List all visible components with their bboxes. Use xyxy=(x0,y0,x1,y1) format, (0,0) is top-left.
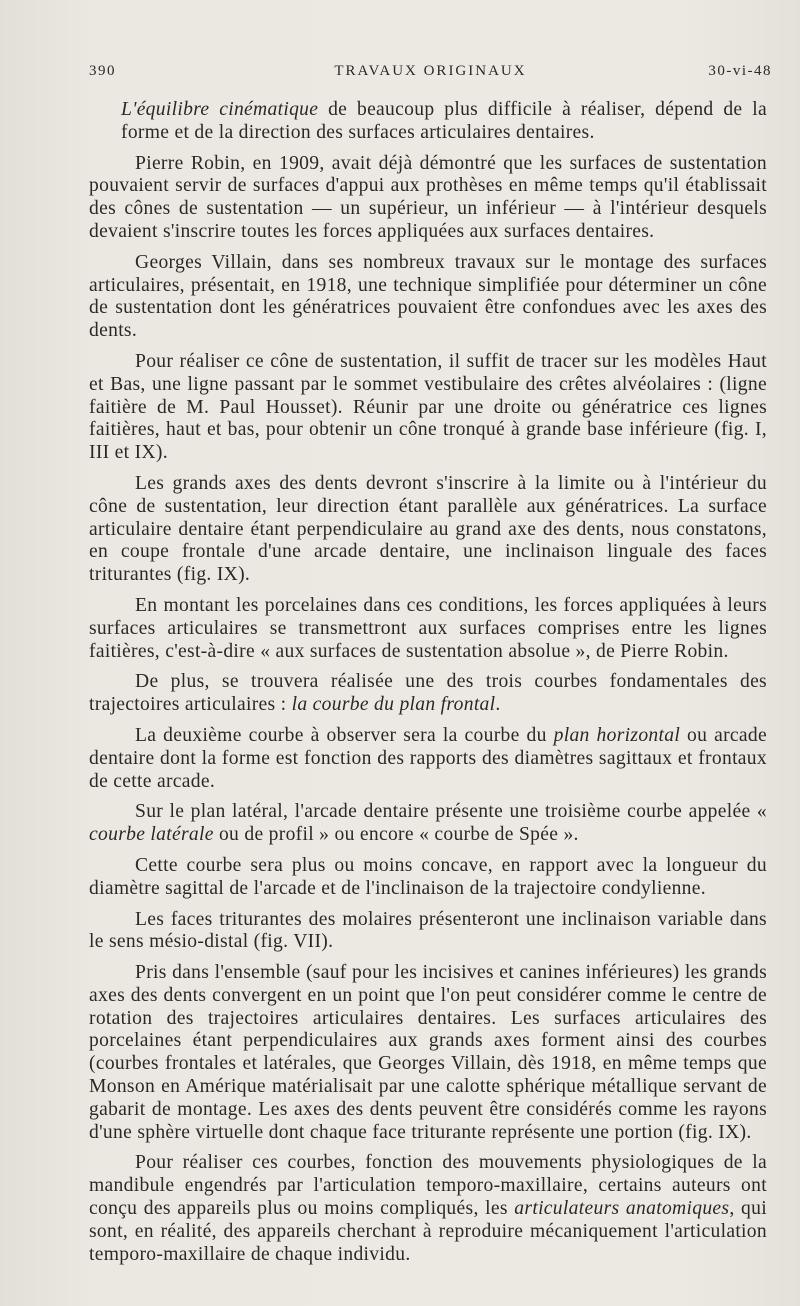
header-date: 30-vi-48 xyxy=(708,63,772,79)
paragraph-text: Les grands axes des dents devront s'inscrire à la limite ou à l'intérieur du cône de sustentation, leur direction étant parallèle aux génératrices. La surface articulaire dentaire étant perpendiculaire au grand axe des dents, nous constatons, en coupe frontale d'une arcade dentaire, une inclinaison linguale des faces triturantes (fig. IX). xyxy=(89,472,767,586)
paragraph-italic: la courbe du plan frontal xyxy=(291,694,496,716)
paragraph-text: de beaucoup plus difficile à réaliser, dépend de la forme et de la direction des surfaces articulaires dentaires. xyxy=(121,99,767,143)
paragraph xyxy=(89,962,767,1144)
paragraph xyxy=(89,855,767,901)
paragraph-text: De plus, se trouvera réalisée une des trois courbes fondamentales des trajectoires articulaires : xyxy=(89,671,767,716)
paragraph-text: , qui sont, en réalité, des appareils cherchant à reproduire mécaniquement l'articulation temporo-maxillaire de chaque individu. xyxy=(89,1198,767,1265)
paragraph-text: Georges Villain, dans ses nombreux travaux sur le montage des surfaces articulaires, présentait, en 1918, une technique simplifiée pour déterminer un cône de sustentation dont les génératrices pouvaient être confondues avec les axes des dents. xyxy=(89,251,767,342)
paragraph xyxy=(89,671,767,717)
paragraph xyxy=(89,909,767,955)
paragraph-text: Pour réaliser ce cône de sustentation, il suffit de tracer sur les modèles Haut et Bas, une ligne passant par le sommet vestibulaire des crêtes alvéolaires : (ligne faitière de M. Paul Housset). Réunir par une droite ou génératrice ces lignes faitières, haut et bas, pour obtenir un cône tronqué à grande base inférieure (fig. I, III et IX). xyxy=(89,350,767,464)
page-number: 390 xyxy=(89,63,116,79)
paragraph-text: La deuxième courbe à observer sera la courbe du xyxy=(135,724,554,746)
paragraph-text: Pour réaliser ces courbes, fonction des mouvements physiologiques de la mandibule engendrés par l'articulation temporo-maxillaire, certains auteurs ont conçu des appareils plus ou moins compliqués, les xyxy=(89,1152,767,1220)
paragraph xyxy=(89,801,767,847)
paragraph-text: Les faces triturantes des molaires présenteront une inclinaison variable dans le sens mésio-distal (fig. VII). xyxy=(89,908,767,953)
paragraph xyxy=(89,153,767,244)
running-header xyxy=(89,63,772,85)
paragraph-italic: articulateurs anatomiques xyxy=(514,1198,730,1220)
paragraph xyxy=(89,473,767,587)
paragraph-text: Sur le plan latéral, l'arcade dentaire présente une troisième courbe appelée « xyxy=(135,801,767,823)
running-title: TRAVAUX ORIGINAUX xyxy=(334,63,527,79)
paragraph-text: ou de profil » ou encore « courbe de Spée ». xyxy=(213,824,579,846)
paragraph xyxy=(89,252,767,343)
paragraph-text: Pierre Robin, en 1909, avait déjà démontré que les surfaces de sustentation pouvaient servir de surfaces d'appui aux prothèses en même temps qu'il établissait des cônes de sustentation — un supérieur, un inférieur — à l'intérieur desquels devaient s'inscrire toutes les forces appliquées aux surfaces dentaires. xyxy=(89,152,767,242)
paragraph-italic: L'équilibre cinématique xyxy=(121,99,319,120)
paragraph xyxy=(89,725,767,793)
paragraph-text: Cette courbe sera plus ou moins concave, en rapport avec la longueur du diamètre sagittal de l'arcade et de l'inclinaison de la trajectoire condylienne. xyxy=(89,854,767,899)
paragraph-italic: courbe latérale xyxy=(89,824,214,846)
paragraph-italic: plan horizontal xyxy=(553,724,681,746)
body-text xyxy=(89,99,767,1274)
paragraph-text: En montant les porcelaines dans ces conditions, les forces appliquées à leurs surfaces articulaires se transmettront aux surfaces comprises entre les lignes faitières, c'est-à-dire « aux surfaces de sustentation absolue », de Pierre Robin. xyxy=(89,594,767,662)
paragraph xyxy=(89,351,767,465)
paragraph-text: Pris dans l'ensemble (sauf pour les incisives et canines inférieures) les grands axes des dents convergent en un point que l'on peut considérer comme le centre de rotation des trajectoires articulaires dentaires. Les surfaces articulaires des porcelaines étant perpendiculaires aux grands axes forment ainsi des courbes (courbes frontales et latérales, que Georges Villain, dès 1918, en même temps que Monson en Amérique matérialisait par une calotte sphérique métallique servant de gabarit de montage. Les axes des dents peuvent être considérés comme les rayons d'une sphère virtuelle dont chaque face triturante représente une portion (fig. IX). xyxy=(89,962,767,1143)
paragraph xyxy=(89,1152,767,1266)
paragraph-text: ou arcade dentaire dont la forme est fonction des rapports des diamètres sagittaux et frontaux de cette arcade. xyxy=(89,724,767,792)
paragraph xyxy=(89,595,767,663)
paragraph-text: . xyxy=(495,694,501,716)
paragraph xyxy=(89,99,767,145)
